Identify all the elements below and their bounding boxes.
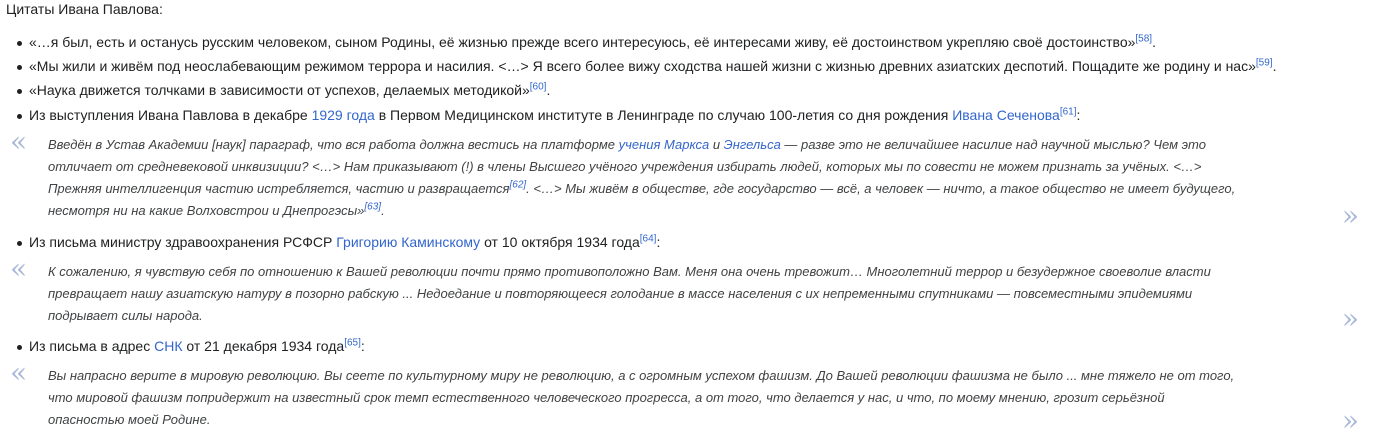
list-item: Из выступления Ивана Павлова в декабре 1929 года в Первом Медицинском институте в Ленинграде по случаю 100-летия со дня рождения Ивана Сеченова[61]: <box>29 106 1081 123</box>
reference-link[interactable]: [64] <box>639 233 657 245</box>
link-engels[interactable]: Энгельса <box>723 137 781 152</box>
quote-text: «…я был, есть и останусь русским человеком, сыном Родины, её жизнью прежде всего интересуюсь, её интересами живу, её достоинством укрепляю своё достоинство» <box>29 34 1136 50</box>
link-snk[interactable]: СНК <box>154 338 183 354</box>
reference-link[interactable]: [62] <box>509 179 527 191</box>
open-quote-icon: « <box>10 252 28 285</box>
reference-link[interactable]: [61] <box>1059 106 1077 118</box>
blockquote-text: Введён в Устав Академии [наук] параграф, что вся работа должна вестись на платформе учения Маркса и Энгельса — разве это не величайшее насилие над научной мыслью? Чем это отличает от средневековой инквизиции? <…> Нам приказывают (!) в члены Высшего учёного учреждения избирать людей, которых мы по совести не можем признать за учёных. <…> Прежняя интеллигенция частию истребляется, частию и развращается[62]. <…> Мы живём в обществе, где государство — всё, а человек — ничто, а такое общество не имеет будущего, несмотря ни на какие Волховстрои и Днепрогэсы»[63]. <box>48 137 1236 218</box>
list-item: «Наука движется толчками в зависимости от успехов, делаемых методикой»[60]. <box>29 81 551 98</box>
link-1929[interactable]: 1929 года <box>311 107 375 123</box>
reference-link[interactable]: [65] <box>344 337 361 349</box>
close-quote-icon: » <box>1341 302 1359 335</box>
reference-link[interactable]: [59] <box>1255 57 1273 69</box>
list-item: Из письма министру здравоохранения РСФСР Григорию Каминскому от 10 октября 1934 года[64]: <box>29 233 661 250</box>
link-kaminsky[interactable]: Григорию Каминскому <box>336 234 481 250</box>
quote-text: «Наука движется толчками в зависимости от успехов, делаемых методикой» <box>29 82 530 98</box>
reference-link[interactable]: [63] <box>364 201 382 213</box>
list-item: «…я был, есть и останусь русским человеком, сыном Родины, её жизнью прежде всего интересуюсь, её интересами живу, её достоинством укрепляю своё достоинство»[58]. <box>29 33 1156 50</box>
list-item: «Мы жили и живём под неослабевающим режимом террора и насилия. <…> Я всего более вижу сходства нашей жизни с жизнью древних азиатских деспотий. Пощадите же родину и нас»[59]. <box>29 57 1277 74</box>
link-sechenov[interactable]: Ивана Сеченова <box>952 107 1060 123</box>
reference-link[interactable]: [60] <box>529 81 547 93</box>
quote-text: «Мы жили и живём под неослабевающим режимом террора и насилия. <…> Я всего более вижу сходства нашей жизни с жизнью древних азиатских деспотий. Пощадите же родину и нас» <box>29 58 1256 74</box>
blockquote <box>0 356 1373 437</box>
close-quote-icon: » <box>1341 199 1359 232</box>
list-item: Из письма в адрес СНК от 21 декабря 1934 года[65]: <box>29 337 365 354</box>
reference-link[interactable]: [58] <box>1135 33 1153 45</box>
close-quote-icon: » <box>1341 404 1359 437</box>
section-intro: Цитаты Ивана Павлова: <box>6 1 163 17</box>
blockquote-text: К сожалению, я чувствую себя по отношению к Вашей революции почти прямо противоположно Вам. Меня она очень тревожит… Многолетний террор и безудержное своеволие власти превращает нашу азиатскую натуру в позорно рабскую ... Недоедание и повторяющееся голодание в массе населения с их непременными спутниками — повсеместными эпидемиями подрывает силы народа. <box>48 264 1211 323</box>
blockquote-text: Вы напрасно верите в мировую революцию. Вы сеете по культурному миру не революцию, а с огромным успехом фашизм. До Вашей революции фашизма не было ... мне тяжело не от того, что мировой фашизм попридержит на известный срок темп естественного человеческого прогресса, а от того, что делается у нас, и что, по моему мнению, грозит серьёзной опасностью моей Родине. <box>48 368 1235 427</box>
open-quote-icon: « <box>10 125 28 158</box>
blockquote <box>0 252 1373 335</box>
blockquote <box>0 125 1373 232</box>
open-quote-icon: « <box>10 356 28 389</box>
link-marx[interactable]: учения Маркса <box>618 137 710 152</box>
